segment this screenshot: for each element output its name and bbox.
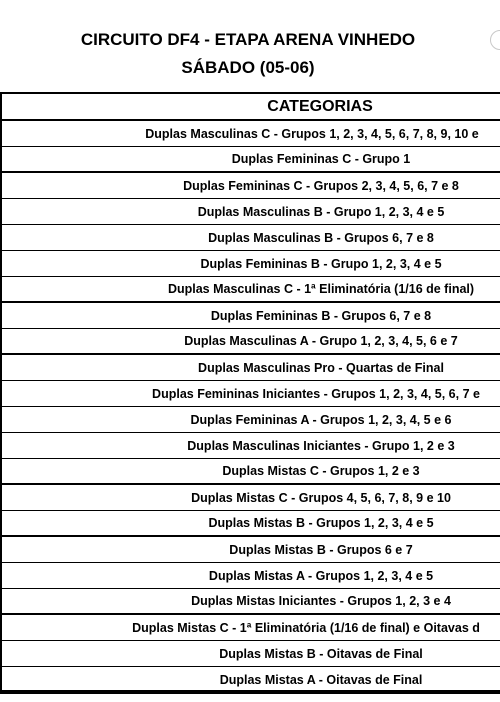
- table-row: [0, 251, 500, 277]
- table-row: [0, 459, 500, 485]
- row-text: Duplas Femininas B - Grupo 1, 2, 3, 4 e 5: [200, 256, 442, 271]
- row-text: Duplas Masculinas Iniciantes - Grupo 1, 2 e 3: [187, 438, 455, 453]
- table-row: [0, 121, 500, 147]
- table-row: [0, 511, 500, 537]
- title-block: [0, 0, 500, 92]
- row-text: Duplas Masculinas C - Grupos 1, 2, 3, 4, 5, 6, 7, 8, 9, 10 e: [145, 126, 479, 141]
- table-row: [0, 303, 500, 329]
- row-text: Duplas Mistas B - Grupos 6 e 7: [229, 542, 413, 557]
- row-text: Duplas Masculinas C - 1ª Eliminatória (1/16 de final): [167, 282, 475, 296]
- table-row: [0, 615, 500, 641]
- categories-header: CATEGORIAS: [267, 98, 373, 115]
- row-text: Duplas Femininas C - Grupo 1: [231, 152, 411, 166]
- table-row: [0, 329, 500, 355]
- table-row: [0, 381, 500, 407]
- row-text: Duplas Masculinas A - Grupo 1, 2, 3, 4, 5, 6 e 7: [184, 334, 458, 348]
- event-date: SÁBADO (05-06): [181, 58, 315, 77]
- row-text: Duplas Mistas C - Grupos 4, 5, 6, 7, 8, 9 e 10: [191, 490, 451, 505]
- table-row: [0, 563, 500, 589]
- row-text: Duplas Mistas A - Oitavas de Final: [219, 672, 423, 687]
- categories-table: [0, 92, 500, 693]
- row-text: Duplas Masculinas Pro - Quartas de Final: [198, 360, 444, 375]
- table-left-border: [0, 92, 2, 692]
- table-row: [0, 355, 500, 381]
- row-text: Duplas Mistas B - Oitavas de Final: [219, 646, 423, 661]
- row-text: Duplas Femininas B - Grupos 6, 7 e 8: [210, 308, 432, 323]
- row-text: Duplas Mistas A - Grupos 1, 2, 3, 4 e 5: [208, 568, 434, 583]
- table-row: [0, 589, 500, 615]
- table-row: [0, 537, 500, 563]
- table-row: [0, 173, 500, 199]
- row-text: Duplas Femininas C - Grupos 2, 3, 4, 5, 6, 7 e 8: [183, 178, 459, 193]
- table-row: [0, 225, 500, 251]
- row-text: Duplas Femininas Iniciantes - Grupos 1, 2, 3, 4, 5, 6, 7 e: [152, 386, 480, 401]
- row-text: Duplas Mistas C - Grupos 1, 2 e 3: [222, 464, 420, 478]
- row-text: Duplas Masculinas B - Grupo 1, 2, 3, 4 e 5: [197, 204, 445, 219]
- table-bottom-border: [0, 690, 500, 694]
- row-text: Duplas Femininas A - Grupos 1, 2, 3, 4, 5 e 6: [190, 412, 452, 427]
- row-text: Duplas Mistas Iniciantes - Grupos 1, 2, 3 e 4: [191, 594, 451, 608]
- table-row: [0, 433, 500, 459]
- table-row: [0, 641, 500, 667]
- table-row: [0, 199, 500, 225]
- table-row: [0, 147, 500, 173]
- event-title: CIRCUITO DF4 - ETAPA ARENA VINHEDO: [80, 30, 416, 49]
- row-text: Duplas Mistas C - 1ª Eliminatória (1/16 de final) e Oitavas d: [132, 620, 480, 635]
- table-row: [0, 277, 500, 303]
- row-text: Duplas Masculinas B - Grupos 6, 7 e 8: [208, 230, 434, 245]
- table-row: [0, 485, 500, 511]
- table-row: [0, 407, 500, 433]
- table-header: [0, 94, 500, 121]
- row-text: Duplas Mistas B - Grupos 1, 2, 3, 4 e 5: [208, 516, 434, 530]
